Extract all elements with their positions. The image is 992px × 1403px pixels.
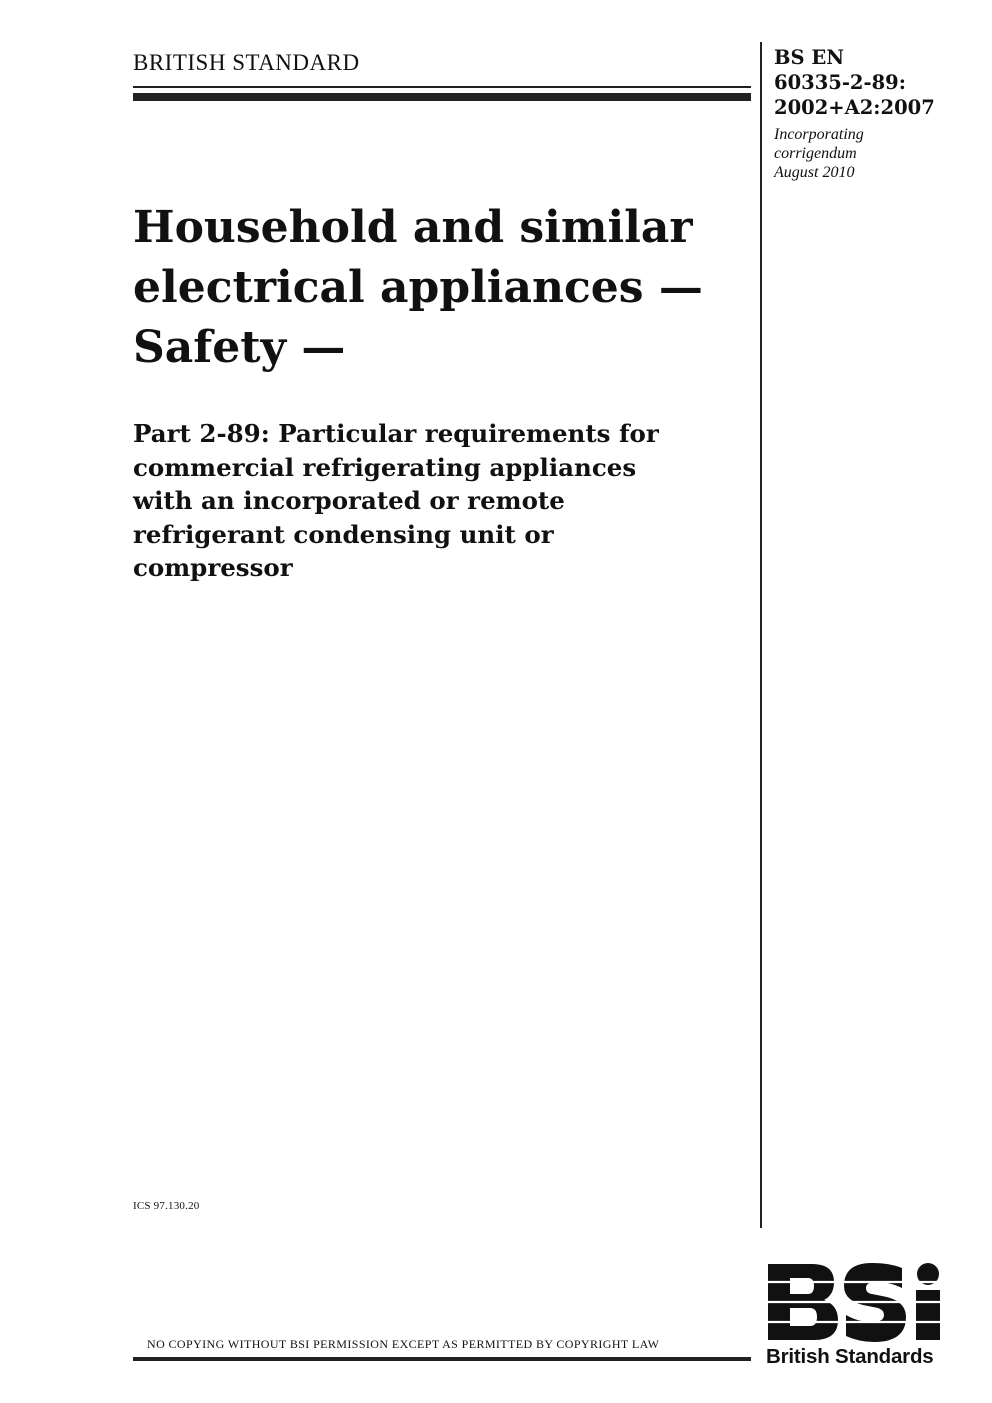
part-title-line-1: Part 2-89: Particular requirements for <box>133 419 659 448</box>
footer-rule <box>133 1357 751 1361</box>
corrigendum-note-line-2: corrigendum <box>774 145 857 162</box>
part-title <box>133 417 753 585</box>
main-title-line-2: electrical appliances — <box>133 262 703 313</box>
main-title <box>133 198 753 378</box>
corrigendum-note-line-1: Incorporating <box>774 126 864 143</box>
corrigendum-note-line-3: August 2010 <box>774 164 855 181</box>
standard-number-line-1: BS EN <box>774 46 845 69</box>
vertical-divider <box>760 42 762 1228</box>
part-title-line-5: compressor <box>133 553 293 582</box>
main-title-line-1: Household and similar <box>133 202 693 253</box>
bsi-wordmark: British Standards <box>766 1345 934 1368</box>
part-title-line-3: with an incorporated or remote <box>133 486 565 515</box>
standard-number <box>774 45 984 120</box>
standard-number-line-2: 60335-2-89: <box>774 71 906 94</box>
header-rule-thin <box>133 86 751 88</box>
header-rule-thick <box>133 93 751 101</box>
part-title-line-2: commercial refrigerating appliances <box>133 452 637 482</box>
ics-code: ICS 97.130.20 <box>133 1200 200 1212</box>
series-label: BRITISH STANDARD <box>133 50 360 75</box>
part-title-line-4: refrigerant condensing unit or <box>133 519 554 549</box>
copyright-notice: NO COPYING WITHOUT BSI PERMISSION EXCEPT AS PERMITTED BY COPYRIGHT LAW <box>147 1337 660 1351</box>
main-title-line-3: Safety — <box>133 322 346 373</box>
corrigendum-note <box>774 125 974 182</box>
standard-number-line-3: 2002+A2:2007 <box>774 96 935 119</box>
bsi-logo-icon <box>766 1262 946 1342</box>
